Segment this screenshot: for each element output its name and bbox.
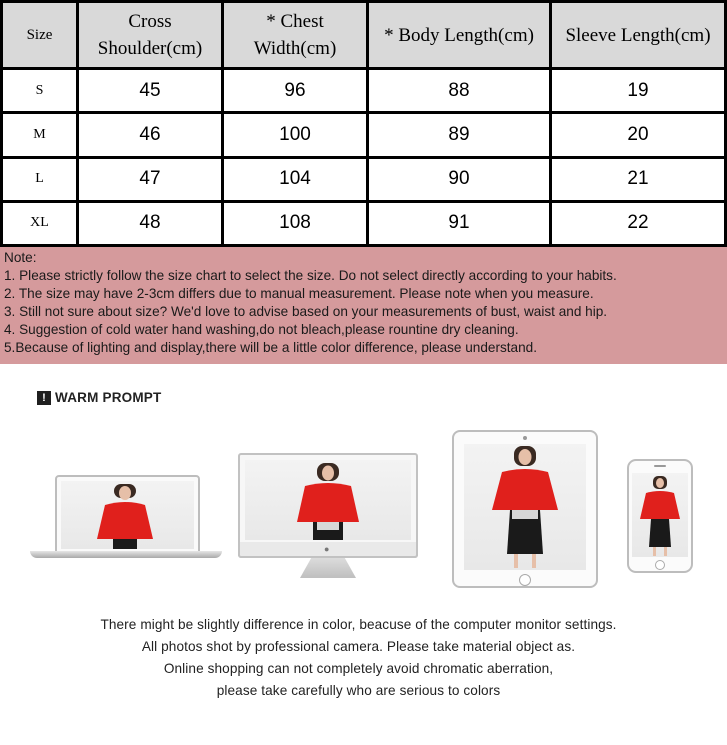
size-chart-table bbox=[0, 0, 727, 247]
table-cell: 20 bbox=[551, 113, 726, 157]
header-sleeve-length: Sleeve Length(cm) bbox=[551, 2, 726, 69]
camera-icon bbox=[523, 436, 527, 440]
note-line: 5.Because of lighting and display,there will be a little color difference, please understand. bbox=[4, 340, 538, 356]
warm-prompt-title: WARM PROMPT bbox=[55, 390, 162, 405]
note-line: 3. Still not sure about size? We'd love to advise based on your measurements of bust, waist and hip. bbox=[4, 304, 608, 320]
note-line: 2. The size may have 2-3cm differs due to manual measurement. Please note when you measure. bbox=[4, 286, 594, 302]
note-line: 1. Please strictly follow the size chart to select the size. Do not select directly according to your habits. bbox=[4, 268, 617, 284]
table-cell: 21 bbox=[551, 157, 726, 201]
caption-line: All photos shot by professional camera. Please take material object as. bbox=[141, 639, 576, 654]
caption-line: Online shopping can not completely avoid chromatic aberration, bbox=[163, 661, 554, 676]
phone-screen-photo bbox=[632, 473, 688, 557]
header-size: Size bbox=[2, 2, 78, 69]
table-cell: 90 bbox=[368, 157, 551, 201]
note-title: Note: bbox=[4, 250, 37, 265]
table-cell: 91 bbox=[368, 201, 551, 245]
table-row bbox=[2, 113, 726, 157]
caption-line: There might be slightly difference in color, beacuse of the computer monitor settings. bbox=[100, 617, 617, 632]
table-cell: 108 bbox=[223, 201, 368, 245]
laptop-screen-photo bbox=[61, 481, 194, 549]
model-photo-icon bbox=[632, 473, 688, 557]
desktop-stand bbox=[300, 558, 356, 578]
phone-illustration bbox=[627, 459, 693, 573]
desktop-screen-photo bbox=[245, 460, 411, 540]
table-header-row bbox=[2, 2, 726, 69]
size-cell: L bbox=[2, 157, 78, 201]
home-button-icon bbox=[655, 560, 665, 570]
tablet-illustration bbox=[452, 430, 598, 588]
warm-prompt-heading bbox=[37, 390, 161, 405]
size-cell: S bbox=[2, 69, 78, 113]
header-body-length: * Body Length(cm) bbox=[368, 2, 551, 69]
size-cell: M bbox=[2, 113, 78, 157]
table-cell: 104 bbox=[223, 157, 368, 201]
table-cell: 19 bbox=[551, 69, 726, 113]
model-photo-icon bbox=[245, 460, 411, 540]
home-button-icon bbox=[519, 574, 531, 586]
laptop-base bbox=[30, 551, 222, 558]
table-cell: 89 bbox=[368, 113, 551, 157]
desktop-chin bbox=[238, 542, 418, 558]
table-cell: 96 bbox=[223, 69, 368, 113]
table-row bbox=[2, 157, 726, 201]
table-cell: 22 bbox=[551, 201, 726, 245]
table-cell: 45 bbox=[78, 69, 223, 113]
note-panel bbox=[0, 247, 727, 364]
table-cell: 88 bbox=[368, 69, 551, 113]
table-cell: 46 bbox=[78, 113, 223, 157]
table-cell: 48 bbox=[78, 201, 223, 245]
table-cell: 100 bbox=[223, 113, 368, 157]
model-photo-icon bbox=[464, 444, 586, 570]
header-cross-shoulder: Cross Shoulder(cm) bbox=[78, 2, 223, 69]
caption-line: please take carefully who are serious to colors bbox=[216, 683, 501, 698]
table-row bbox=[2, 201, 726, 245]
warm-prompt-caption bbox=[0, 614, 717, 702]
table-cell: 47 bbox=[78, 157, 223, 201]
tablet-screen-photo bbox=[464, 444, 586, 570]
note-line: 4. Suggestion of cold water hand washing,do not bleach,please rountine dry cleaning. bbox=[4, 322, 519, 338]
exclamation-icon: ! bbox=[37, 391, 51, 405]
table-row bbox=[2, 69, 726, 113]
size-cell: XL bbox=[2, 201, 78, 245]
speaker-icon bbox=[654, 465, 666, 467]
model-photo-icon bbox=[61, 481, 194, 549]
apple-logo-icon: ● bbox=[324, 544, 330, 554]
header-chest-width: * Chest Width(cm) bbox=[223, 2, 368, 69]
laptop-illustration bbox=[55, 475, 200, 553]
